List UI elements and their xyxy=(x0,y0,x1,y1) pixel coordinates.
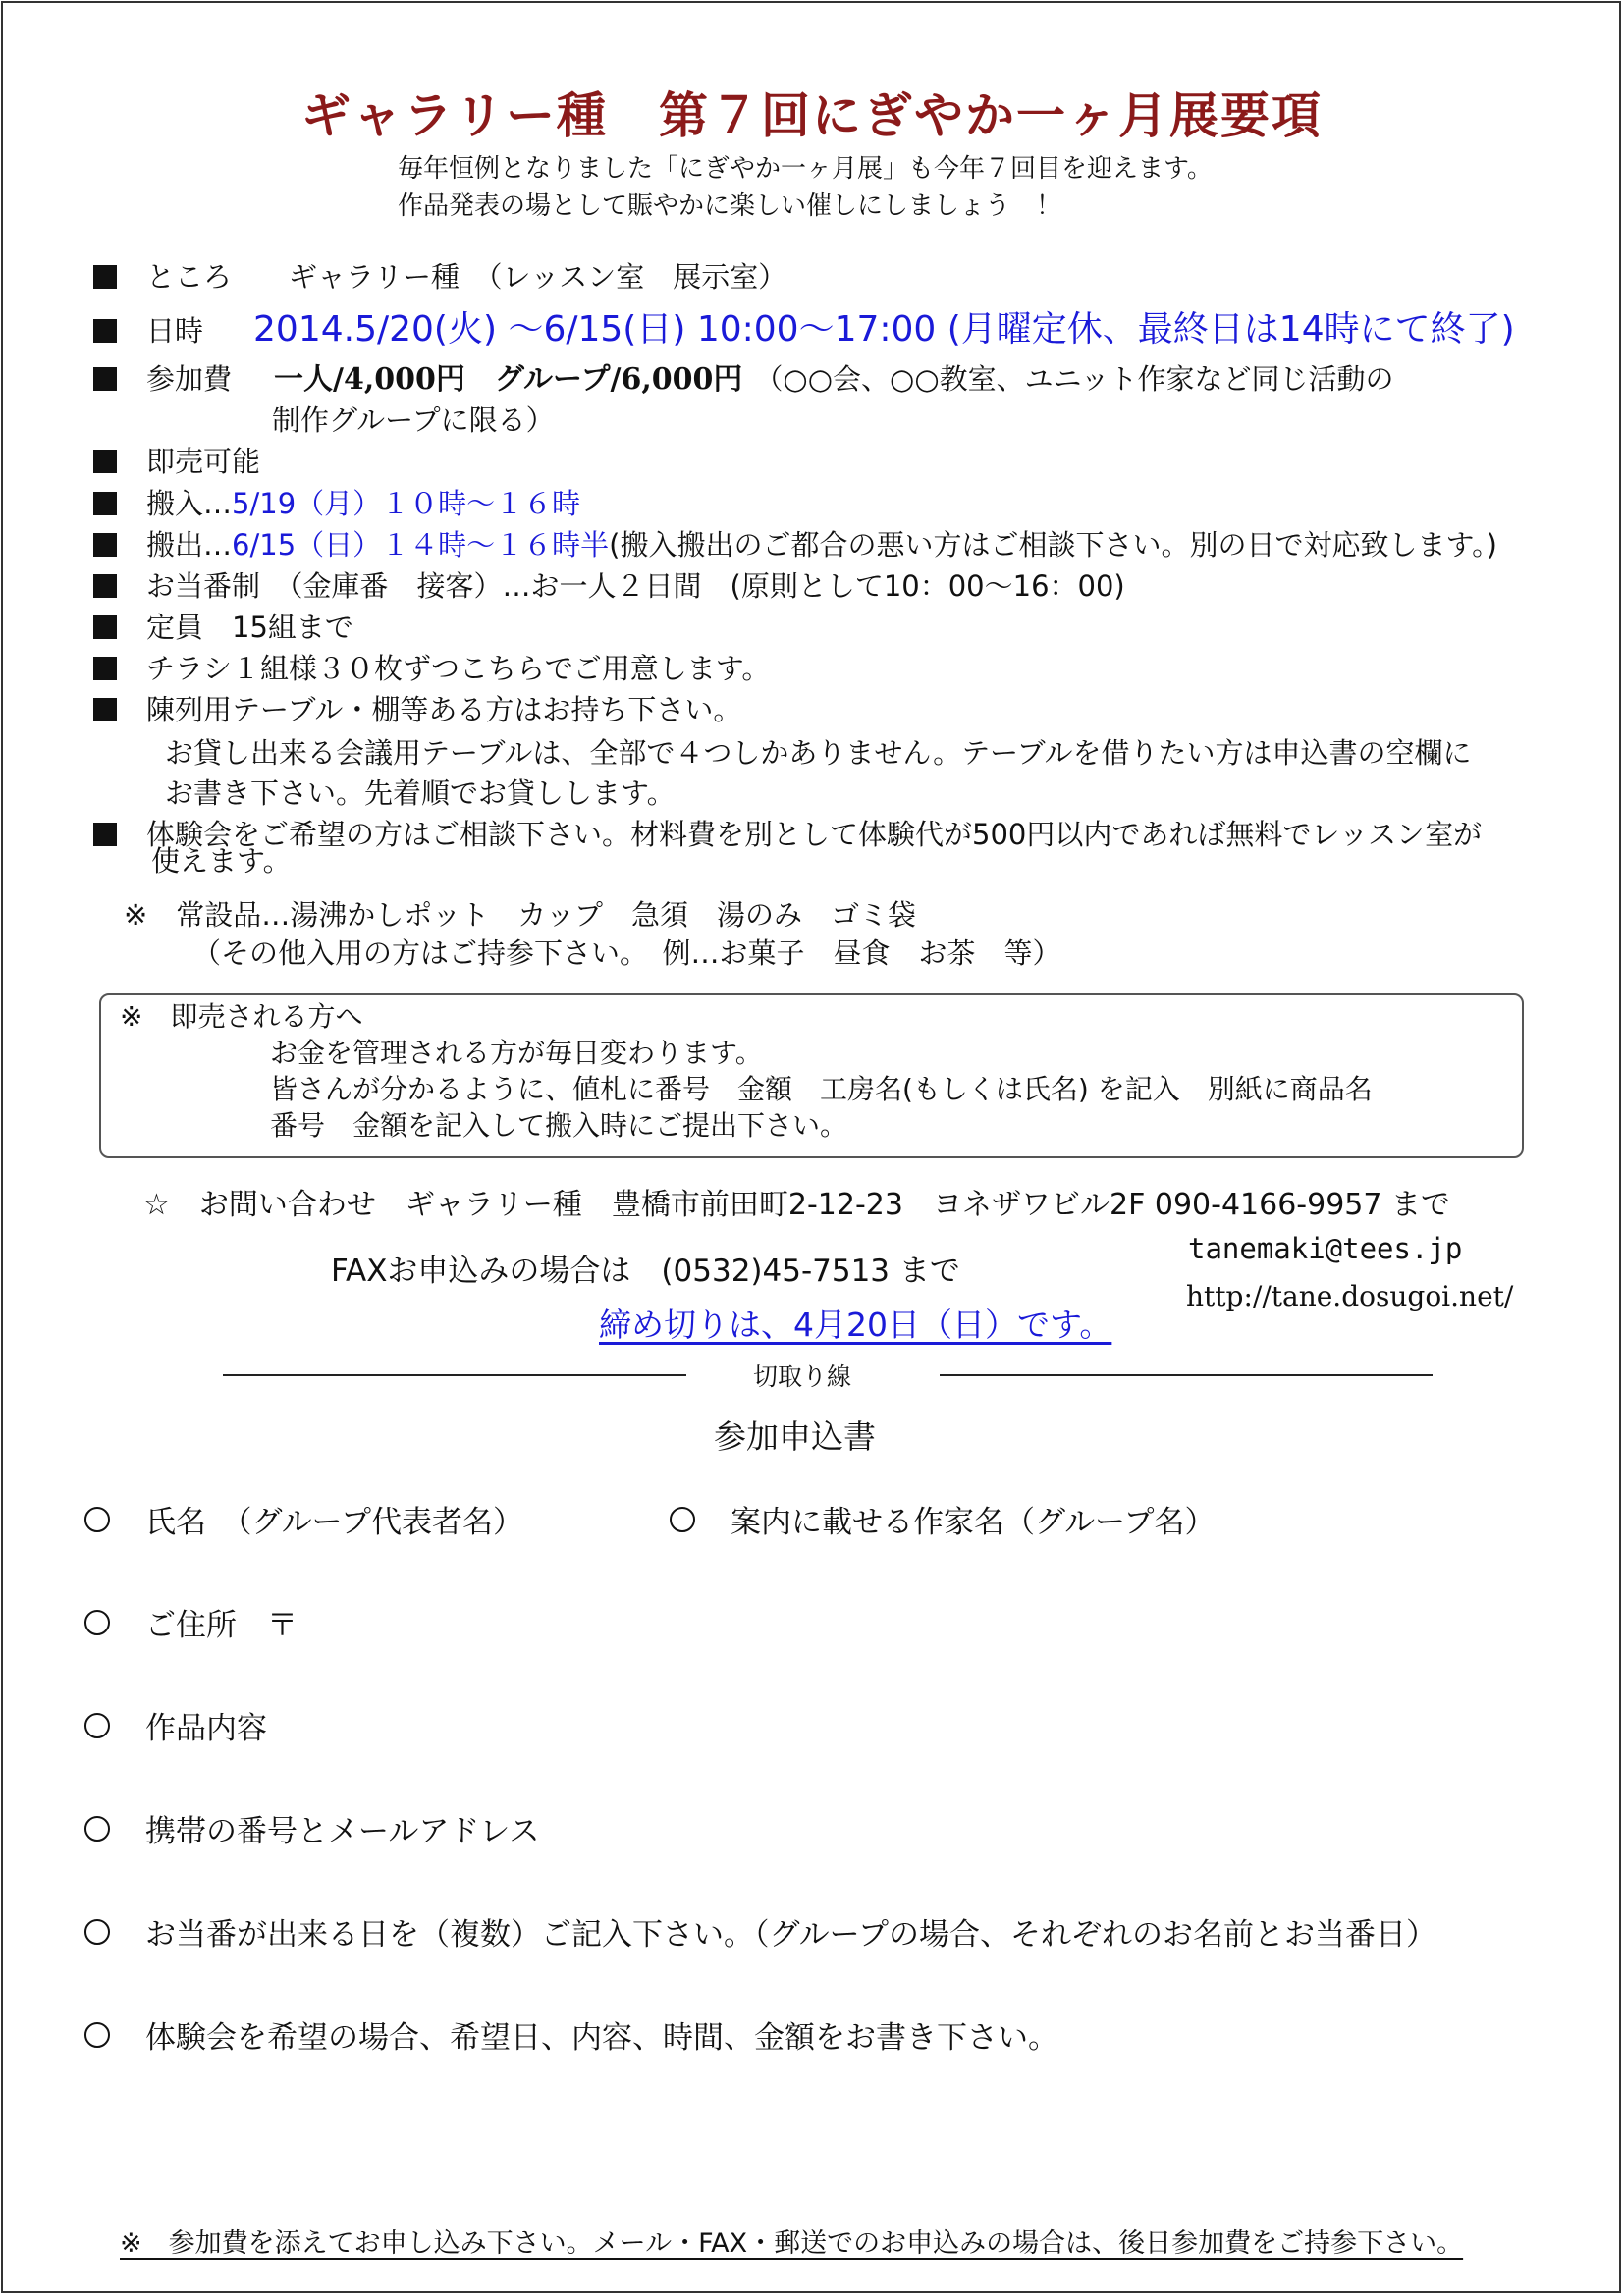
table-note-2: お書き下さい。先着順でお貸しします。 xyxy=(165,776,676,810)
deadline-notice: 締め切りは、4月20日（日）です。 xyxy=(599,1306,1112,1344)
form-item-duty-days: お当番が出来る日を（複数）ご記入下さい。（グループの場合、それぞれのお名前とお当番日） xyxy=(84,1909,1436,1953)
square-bullet-icon xyxy=(93,319,117,343)
item-place: ところ ギャラリー種 （レッスン室 展示室） xyxy=(93,257,786,296)
square-bullet-icon xyxy=(93,492,117,515)
square-bullet-icon xyxy=(93,367,117,391)
circle-bullet-icon xyxy=(84,1507,110,1532)
cut-line-left xyxy=(223,1374,686,1376)
item-duty: お当番制 （金庫番 接客）…お一人２日間 (原則として10：00～16：00) xyxy=(93,566,1125,606)
circle-bullet-icon xyxy=(84,1919,110,1945)
item-fee: 参加費 一人/4,000円 グループ/6,000円 （○○会、○○教室、ユニット作家など同じ活動の xyxy=(93,359,1393,400)
form-item-address: ご住所 〒 xyxy=(84,1600,298,1644)
fax-line: FAXお申込みの場合は (0532)45-7513 まで xyxy=(331,1254,960,1289)
sales-note-line-1: お金を管理される方が毎日変わります。 xyxy=(270,1037,763,1069)
item-sales: 即売可能 xyxy=(93,442,260,481)
circle-bullet-icon xyxy=(84,1816,110,1842)
intro-line-2: 作品発表の場として賑やかに楽しい催しにしましょう ！ xyxy=(398,191,1062,221)
form-item-artist: 案内に載せる作家名（グループ名） xyxy=(670,1497,1216,1541)
circle-bullet-icon xyxy=(84,1713,110,1738)
item-date: 日時 2014.5/20(火) ～6/15(日) 10:00～17:00 (月曜定休、最終日は14時にて終了) xyxy=(93,310,1515,350)
fee-note-continued: 制作グループに限る） xyxy=(272,403,555,437)
carry-in-time: 5/19（月）１０時～１６時 xyxy=(232,487,581,520)
item-carry-out: 搬出… 6/15（日）１４時～１６時半 (搬入搬出のご都合の悪い方はご相談下さい。別の日で対応致します。) xyxy=(93,525,1497,564)
cut-line-label: 切取り線 xyxy=(753,1362,852,1391)
square-bullet-icon xyxy=(93,615,117,639)
square-bullet-icon xyxy=(93,533,117,557)
carry-out-note: (搬入搬出のご都合の悪い方はご相談下さい。別の日で対応致します。) xyxy=(609,528,1497,561)
sales-note-line-2: 皆さんが分かるように、値札に番号 金額 工房名(もしくは氏名) を記入 別紙に商品名 xyxy=(270,1073,1373,1105)
equipment-line-2: （その他入用の方はご持参下さい。 例…お菓子 昼食 お茶 等） xyxy=(192,936,1061,970)
circle-bullet-icon xyxy=(84,1610,110,1635)
square-bullet-icon xyxy=(93,698,117,721)
intro-line-1: 毎年恒例となりました「にぎやか一ヶ月展」も今年７回目を迎えます。 xyxy=(398,154,1213,184)
equipment-line-1: ※ 常設品…湯沸かしポット カップ 急須 湯のみ ゴミ袋 xyxy=(124,898,917,932)
cut-line-right xyxy=(940,1374,1433,1376)
square-bullet-icon xyxy=(93,574,117,598)
contact-line: ☆ お問い合わせ ギャラリー種 豊橋市前田町2-12-23 ヨネザワビル2F 090-4166-9957 まで xyxy=(143,1188,1451,1222)
item-flyer: チラシ１組様３０枚ずつこちらでご用意します。 xyxy=(93,649,770,688)
circle-bullet-icon xyxy=(84,2022,110,2048)
form-item-name: 氏名 （グループ代表者名） xyxy=(84,1497,523,1541)
table-note-1: お貸し出来る会議用テーブルは、全部で４つしかありません。テーブルを借りたい方は申込書の空欄に xyxy=(165,736,1472,770)
item-workshop: 体験会をご希望の方はご相談下さい。材料費を別として体験代が500円以内であれば無料でレッスン室が xyxy=(93,815,1482,854)
page-title: ギャラリー種 第７回にぎやか一ヶ月展要項 xyxy=(301,87,1323,144)
form-title: 参加申込書 xyxy=(714,1417,876,1456)
sales-note-line-3: 番号 金額を記入して搬入時にご提出下さい。 xyxy=(270,1109,848,1142)
workshop-continued: 使えます。 xyxy=(151,844,292,878)
square-bullet-icon xyxy=(93,823,117,846)
sales-note-heading: ※ 即売される方へ xyxy=(120,1000,363,1033)
form-item-content: 作品内容 xyxy=(84,1703,267,1747)
form-item-phone: 携帯の番号とメールアドレス xyxy=(84,1806,539,1850)
item-capacity: 定員 15組まで xyxy=(93,608,353,647)
square-bullet-icon xyxy=(93,265,117,289)
form-item-workshop: 体験会を希望の場合、希望日、内容、時間、金額をお書き下さい。 xyxy=(84,2012,1058,2056)
carry-out-time: 6/15（日）１４時～１６時半 xyxy=(232,528,610,561)
footer-note: ※ 参加費を添えてお申し込み下さい。メール・FAX・郵送でのお申込みの場合は、後日参加費をご持参下さい。 xyxy=(120,2228,1464,2259)
item-table: 陳列用テーブル・棚等ある方はお持ち下さい。 xyxy=(93,690,741,729)
item-carry-in: 搬入… 5/19（月）１０時～１６時 xyxy=(93,484,580,523)
square-bullet-icon xyxy=(93,657,117,680)
fee-amount: 一人/4,000円 グループ/6,000円 xyxy=(274,362,743,397)
square-bullet-icon xyxy=(93,450,117,473)
email-address: tanemaki@tees.jp xyxy=(1188,1232,1463,1265)
circle-bullet-icon xyxy=(670,1507,695,1532)
website-url: http://tane.dosugoi.net/ xyxy=(1186,1280,1514,1312)
fee-note: （○○会、○○教室、ユニット作家など同じ活動の xyxy=(754,362,1394,396)
date-value: 2014.5/20(火) ～6/15(日) 10:00～17:00 (月曜定休、最終日は14時にて終了) xyxy=(253,309,1515,349)
